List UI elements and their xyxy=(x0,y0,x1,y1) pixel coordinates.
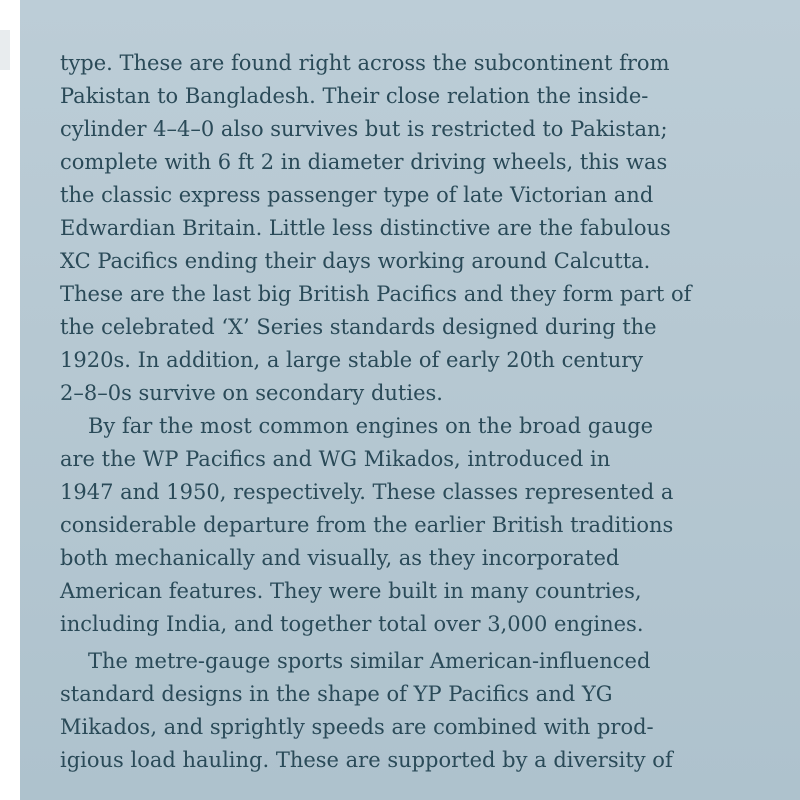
text-line: These are the last big British Pacifics and they form part of xyxy=(60,282,692,306)
text-line: considerable departure from the earlier British traditions xyxy=(60,513,674,537)
text-line: igious load hauling. These are supported by a diversity of xyxy=(60,748,673,772)
text-line: The metre-gauge sports similar American-influenced xyxy=(88,649,651,673)
paragraph-1 xyxy=(60,47,740,410)
text-line: standard designs in the shape of YP Pacifics and YG xyxy=(60,682,613,706)
text-line: 1947 and 1950, respectively. These classes represented a xyxy=(60,480,674,504)
text-line: Edwardian Britain. Little less distinctive are the fabulous xyxy=(60,216,671,240)
text-line: Mikados, and sprightly speeds are combined with prod- xyxy=(60,715,654,739)
text-line: American features. They were built in many countries, xyxy=(60,579,642,603)
text-line: the celebrated ‘X’ Series standards designed during the xyxy=(60,315,657,339)
text-line: including India, and together total over 3,000 engines. xyxy=(60,612,644,636)
paragraph-2 xyxy=(60,410,740,641)
text-line: XC Pacifics ending their days working around Calcutta. xyxy=(60,249,651,273)
page-edge xyxy=(0,0,20,800)
text-line: complete with 6 ft 2 in diameter driving wheels, this was xyxy=(60,150,668,174)
text-line: By far the most common engines on the broad gauge xyxy=(88,414,654,438)
text-line: 2–8–0s survive on secondary duties. xyxy=(60,381,443,405)
text-line: Pakistan to Bangladesh. Their close relation the inside- xyxy=(60,84,649,108)
page-edge-shadow xyxy=(0,30,10,70)
text-line: cylinder 4–4–0 also survives but is restricted to Pakistan; xyxy=(60,117,668,141)
text-line: both mechanically and visually, as they incorporated xyxy=(60,546,620,570)
text-line: the classic express passenger type of late Victorian and xyxy=(60,183,654,207)
paragraph-3 xyxy=(60,645,740,777)
book-text xyxy=(60,47,740,777)
text-line: type. These are found right across the subcontinent from xyxy=(60,51,670,75)
text-line: 1920s. In addition, a large stable of early 20th century xyxy=(60,348,644,372)
text-line: are the WP Pacifics and WG Mikados, introduced in xyxy=(60,447,611,471)
